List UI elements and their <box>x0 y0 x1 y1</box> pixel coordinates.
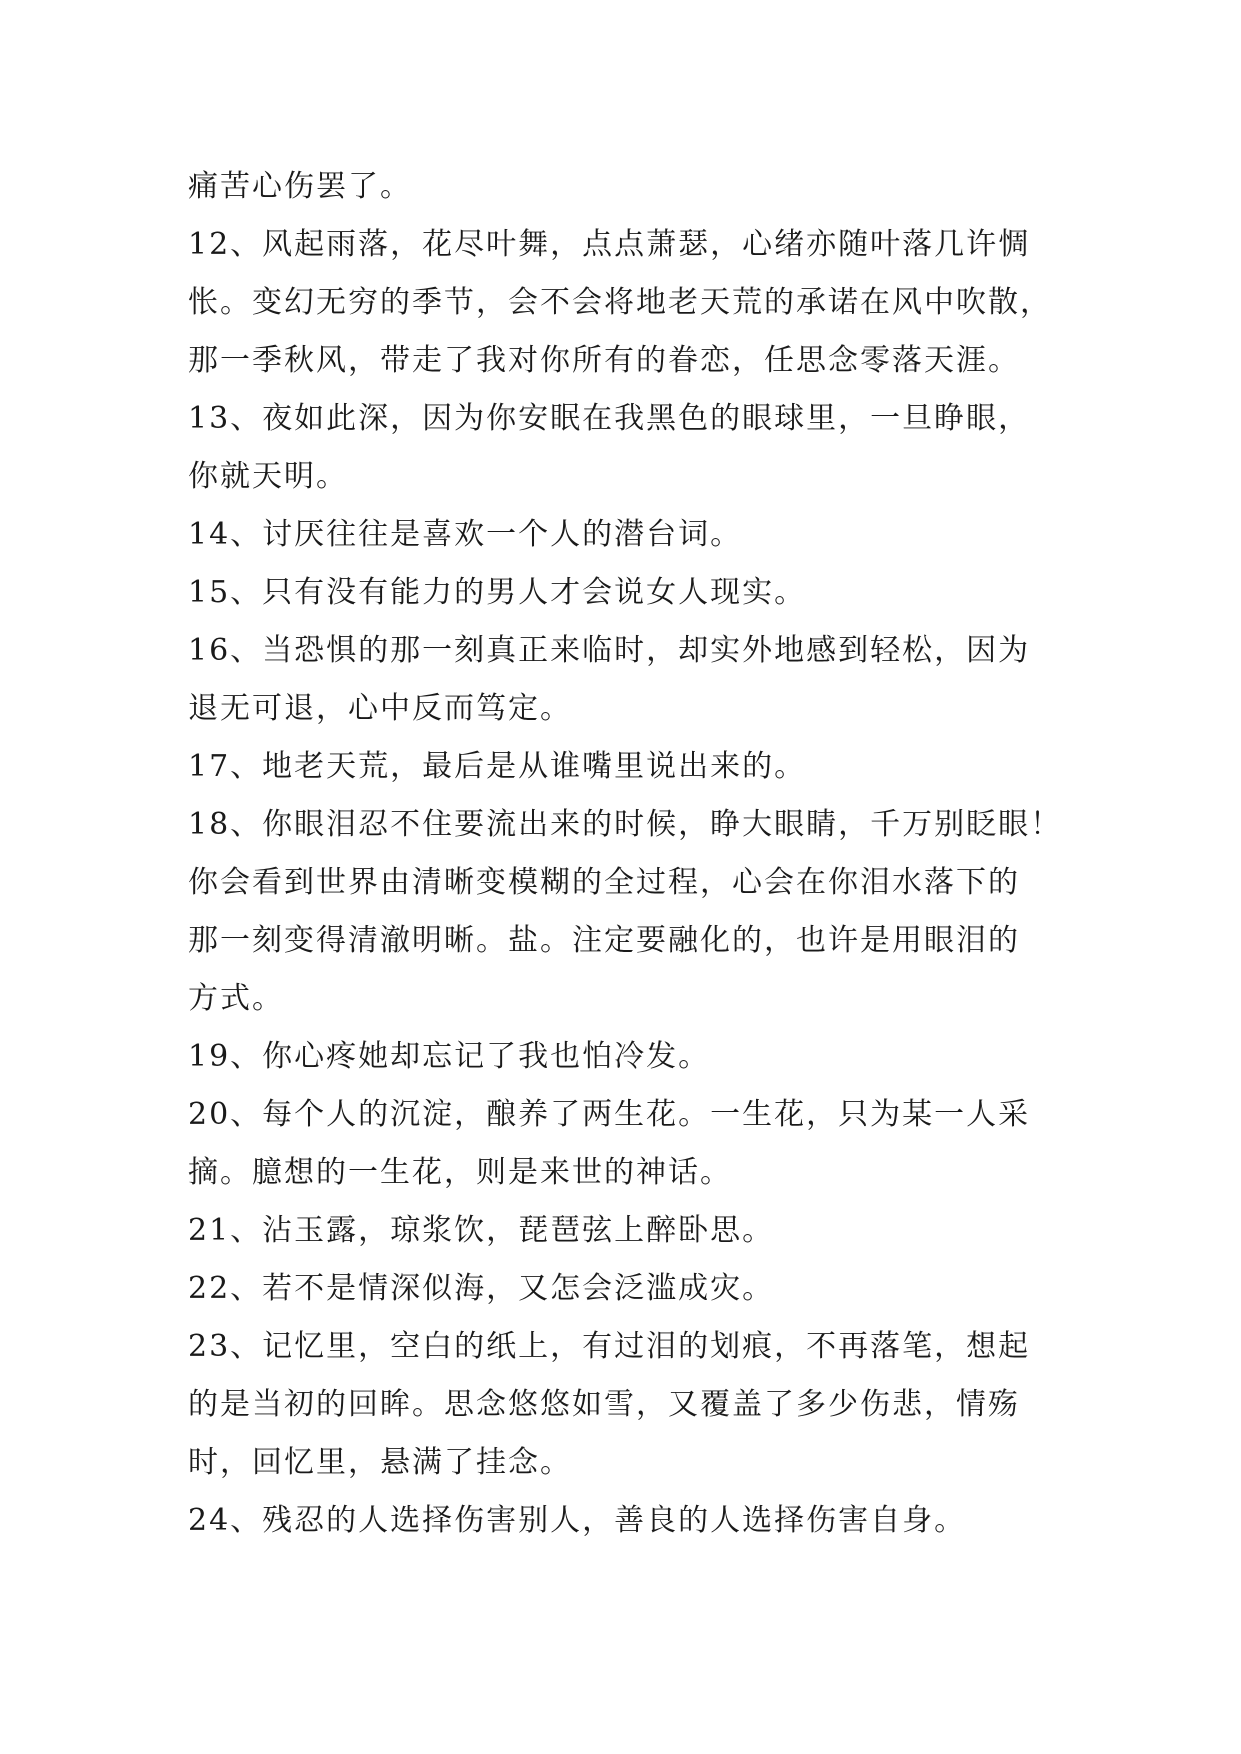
text-line: 12、风起雨落，花尽叶舞，点点萧瑟，心绪亦随叶落几许惆 <box>188 227 1031 262</box>
text-line: 18、你眼泪忍不住要流出来的时候，睁大眼睛，千万别眨眼！ <box>188 807 1063 842</box>
text-line: 你就天明。 <box>188 459 348 494</box>
text-line: 时，回忆里，悬满了挂念。 <box>188 1445 572 1480</box>
text-line: 16、当恐惧的那一刻真正来临时，却实外地感到轻松，因为 <box>188 633 1031 668</box>
text-line: 那一季秋风，带走了我对你所有的眷恋，任思念零落天涯。 <box>188 343 1020 378</box>
text-line: 13、夜如此深，因为你安眠在我黑色的眼球里，一旦睁眼， <box>188 401 1031 436</box>
text-line: 退无可退，心中反而笃定。 <box>188 691 572 726</box>
document-body <box>188 158 1068 1550</box>
text-line: 痛苦心伤罢了。 <box>188 169 412 204</box>
text-line: 20、每个人的沉淀，酿养了两生花。一生花，只为某一人采 <box>188 1097 1031 1132</box>
text-line: 17、地老天荒，最后是从谁嘴里说出来的。 <box>188 749 807 784</box>
text-line: 24、残忍的人选择伤害别人，善良的人选择伤害自身。 <box>188 1503 967 1538</box>
text-line: 14、讨厌往往是喜欢一个人的潜台词。 <box>188 517 743 552</box>
text-line: 15、只有没有能力的男人才会说女人现实。 <box>188 575 807 610</box>
text-line: 方式。 <box>188 981 284 1016</box>
text-line: 23、记忆里，空白的纸上，有过泪的划痕，不再落笔，想起 <box>188 1329 1031 1364</box>
text-line: 22、若不是情深似海，又怎会泛滥成灾。 <box>188 1271 775 1306</box>
text-line: 19、你心疼她却忘记了我也怕冷发。 <box>188 1039 711 1074</box>
text-line: 怅。变幻无穷的季节，会不会将地老天荒的承诺在风中吹散， <box>188 285 1052 320</box>
text-line: 21、沾玉露，琼浆饮，琵琶弦上醉卧思。 <box>188 1213 775 1248</box>
text-line: 那一刻变得清澈明晰。盐。注定要融化的，也许是用眼泪的 <box>188 923 1020 958</box>
text-line: 摘。臆想的一生花，则是来世的神话。 <box>188 1155 732 1190</box>
text-line: 你会看到世界由清晰变模糊的全过程，心会在你泪水落下的 <box>188 865 1020 900</box>
text-line: 的是当初的回眸。思念悠悠如雪，又覆盖了多少伤悲，情殇 <box>188 1387 1020 1422</box>
